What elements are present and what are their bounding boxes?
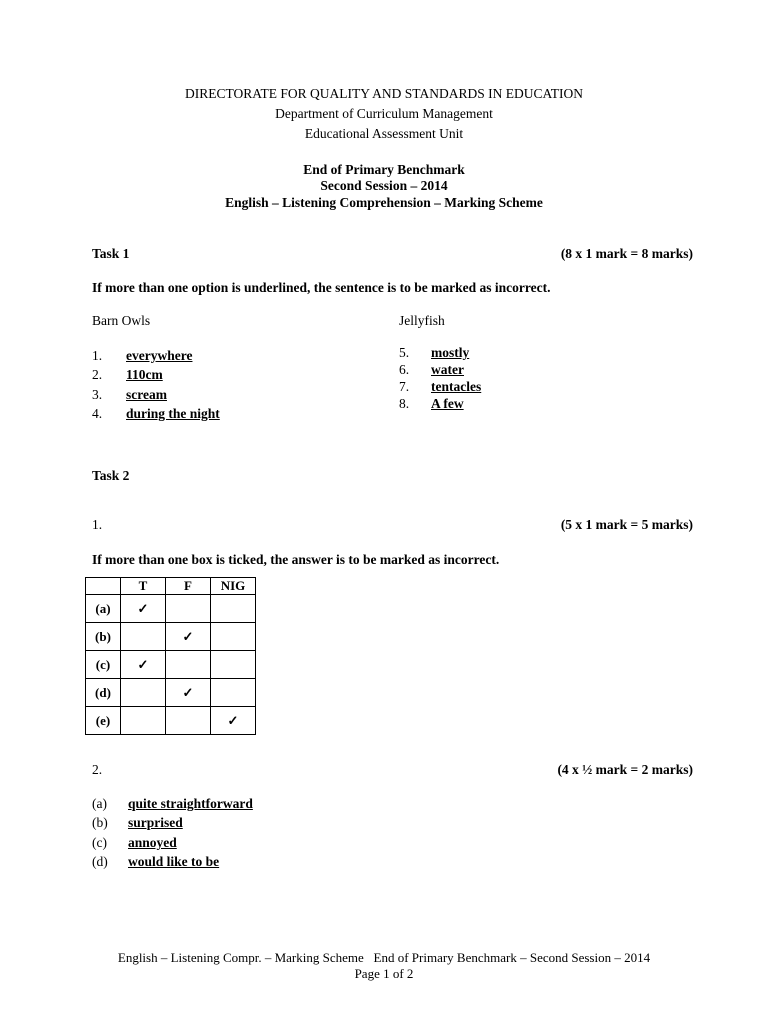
- item-number: 4.: [92, 406, 103, 421]
- table-row: [86, 707, 256, 735]
- check-cell: [211, 595, 256, 623]
- row-label: (d): [86, 679, 121, 707]
- check-cell: ✓: [166, 679, 211, 707]
- check-cell: ✓: [121, 651, 166, 679]
- check-cell: [121, 679, 166, 707]
- jellyfish-heading: Jellyfish: [399, 313, 445, 328]
- check-cell: ✓: [121, 595, 166, 623]
- answer-text: everywhere: [126, 348, 193, 363]
- answer-text: mostly: [431, 345, 470, 360]
- answer-text: water: [431, 362, 464, 377]
- item-number: 2.: [92, 367, 103, 382]
- check-cell: ✓: [166, 623, 211, 651]
- task2-q1-number: 1.: [92, 517, 103, 532]
- table-row: [86, 623, 256, 651]
- task2-label: Task 2: [92, 468, 130, 483]
- check-cell: [166, 707, 211, 735]
- answer-text: scream: [126, 387, 167, 402]
- item-label: (c): [92, 835, 107, 850]
- item-number: 1.: [92, 348, 103, 363]
- row-label: (b): [86, 623, 121, 651]
- barn-owls-heading: Barn Owls: [92, 313, 151, 328]
- item-number: 8.: [399, 396, 410, 411]
- task2-q1-instruction: If more than one box is ticked, the answer is to be marked as incorrect.: [92, 552, 500, 567]
- table-row: [86, 595, 256, 623]
- item-number: 5.: [399, 345, 410, 360]
- row-label: (a): [86, 595, 121, 623]
- task2-q1-marks: (5 x 1 mark = 5 marks): [560, 517, 693, 532]
- task2-q2-number: 2.: [92, 762, 103, 777]
- check-cell: [211, 679, 256, 707]
- doc-title-subject: English – Listening Comprehension – Marking Scheme: [225, 195, 543, 210]
- header-department: Department of Curriculum Management: [275, 106, 493, 121]
- check-cell: [166, 595, 211, 623]
- header-directorate: DIRECTORATE FOR QUALITY AND STANDARDS IN EDUCATION: [185, 86, 583, 101]
- row-label: (c): [86, 651, 121, 679]
- check-cell: ✓: [211, 707, 256, 735]
- page-number: Page 1 of 2: [354, 966, 414, 981]
- doc-title-benchmark: End of Primary Benchmark: [303, 162, 465, 177]
- footer-text: English – Listening Compr. – Marking Scheme End of Primary Benchmark – Second Session – 2014: [117, 950, 651, 965]
- header-unit: Educational Assessment Unit: [304, 126, 464, 141]
- answer-text: quite straightforward: [128, 796, 253, 811]
- doc-title-session: Second Session – 2014: [320, 178, 448, 193]
- check-cell: [121, 707, 166, 735]
- task1-label: Task 1: [92, 246, 130, 261]
- check-cell: [211, 623, 256, 651]
- item-label: (b): [92, 815, 108, 830]
- answer-text: 110cm: [126, 367, 163, 382]
- answer-text: annoyed: [128, 835, 177, 850]
- answer-text: would like to be: [128, 854, 220, 869]
- table-header-cell: NIG: [211, 578, 256, 595]
- check-cell: [211, 651, 256, 679]
- answer-text: tentacles: [431, 379, 482, 394]
- check-cell: [121, 623, 166, 651]
- answer-text: surprised: [128, 815, 183, 830]
- table-row: [86, 679, 256, 707]
- answer-text: A few: [431, 396, 464, 411]
- table-row: [86, 651, 256, 679]
- table-header-cell: T: [121, 578, 166, 595]
- task1-instruction: If more than one option is underlined, the sentence is to be marked as incorrect.: [92, 280, 551, 295]
- answer-text: during the night: [126, 406, 220, 421]
- item-label: (a): [92, 796, 107, 811]
- item-number: 7.: [399, 379, 410, 394]
- check-cell: [166, 651, 211, 679]
- item-number: 6.: [399, 362, 410, 377]
- table-header-row: [86, 578, 256, 595]
- item-label: (d): [92, 854, 108, 869]
- table-header-cell: [86, 578, 121, 595]
- table-header-cell: F: [166, 578, 211, 595]
- task1-marks: (8 x 1 mark = 8 marks): [560, 246, 693, 261]
- true-false-table: [85, 577, 256, 735]
- row-label: (e): [86, 707, 121, 735]
- task2-q2-marks: (4 x ½ mark = 2 marks): [557, 762, 693, 777]
- item-number: 3.: [92, 387, 103, 402]
